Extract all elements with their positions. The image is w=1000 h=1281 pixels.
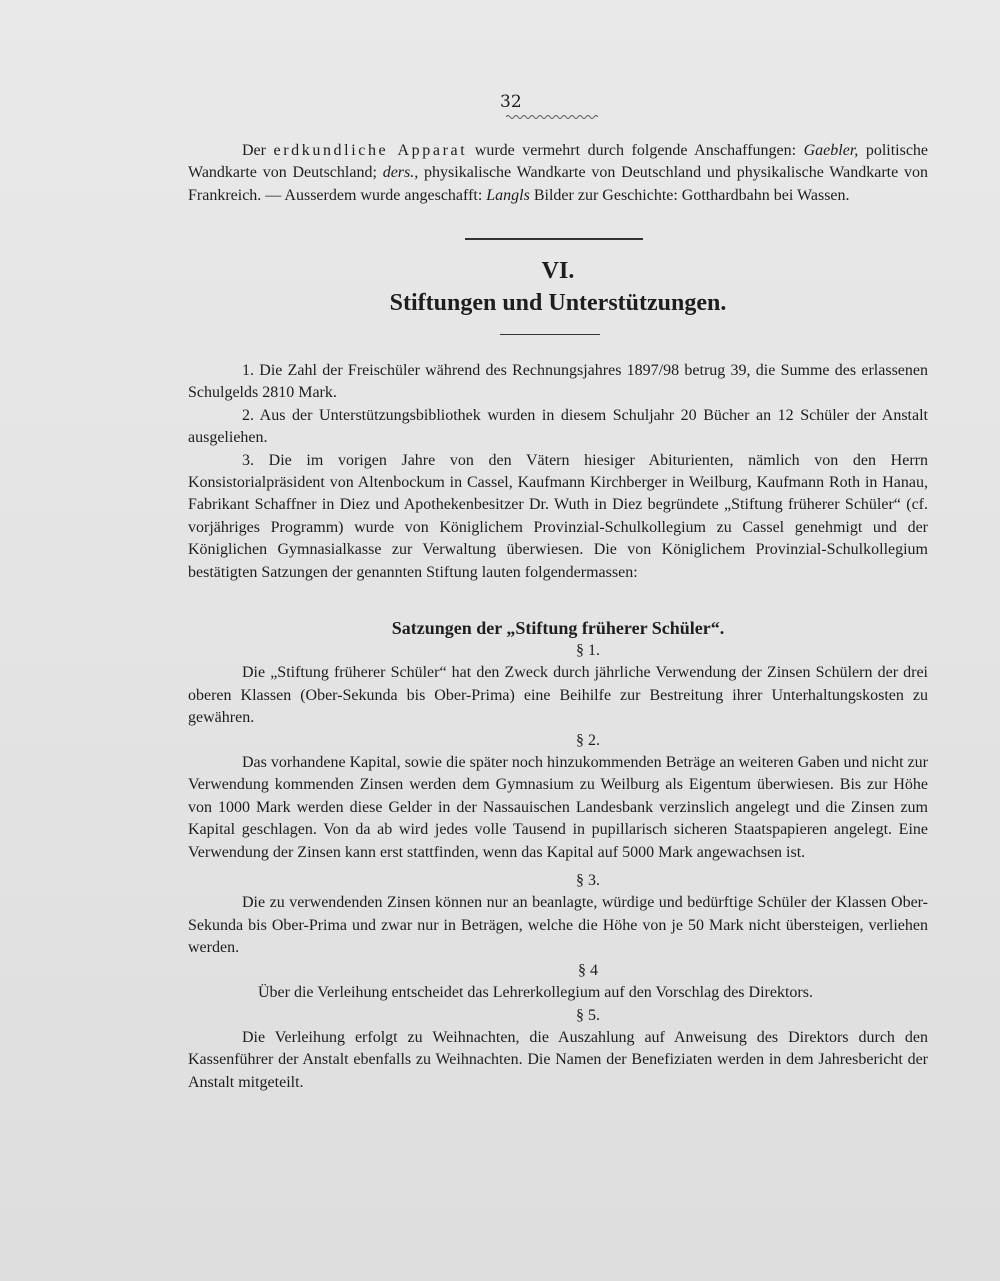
paragraph-1-text: Die „Stiftung früherer Schüler“ hat den Zweck durch jährliche Verwendung der Zinsen Schülern der drei oberen Klassen (Ober-Sekunda bis Ober-Prima) eine Beihilfe zur Bestreitung ihrer Unterhaltungskosten zu gewähren.	[188, 664, 928, 727]
page-number-ornament	[506, 114, 598, 120]
paragraph-5-text: Die Verleihung erfolgt zu Weihnachten, die Auszahlung auf Anweisung des Direktors durch den Kassenführer der Anstalt ebenfalls zu Weihnachten. Die Namen der Benefiziaten werden in dem Jahresbericht der Anstalt mitgeteilt.	[188, 1028, 928, 1091]
intro-text-5: Bilder zur Geschichte: Gotthardbahn bei Wassen.	[529, 186, 850, 204]
items-block	[188, 360, 928, 584]
item-2: 2. Aus der Unterstützungsbibliothek wurden in diesem Schuljahr 20 Bücher an 12 Schüler der Anstalt ausgeliehen.	[188, 406, 928, 447]
divider-rule	[465, 238, 643, 240]
paragraph-mark-2: § 2.	[576, 731, 600, 749]
section-title: Stiftungen und Unterstützungen.	[389, 290, 727, 316]
author-gaebler: Gaebler,	[803, 142, 859, 159]
statutes-title: Satzungen der „Stiftung früherer Schüler“.	[391, 618, 725, 638]
section-rule	[500, 334, 600, 335]
paragraph-2-text: Das vorhandene Kapital, sowie die später noch hinzukommenden Beträge an weiteren Gaben und nicht zur Verwendung kommenden Zinsen werden dem Gymnasium zu Weilburg als Eigentum überwiesen. Bis zur Höhe von 1000 Mark werden diese Gelder in der Nassauischen Landesbank verzinslich angelegt und die Zinsen zum Kapital geschlagen. Von da ab wird jedes volle Tausend in pupillarisch sicheren Staatspapieren angelegt. Eine Verwendung der Zinsen kann erst stattfinden, wenn das Kapital auf 5000 Mark angewachsen ist.	[188, 754, 928, 861]
spaced-term: erdkundliche Apparat	[273, 142, 468, 159]
page-number: 32	[500, 92, 522, 112]
paragraph-4-text: Über die Verleihung entscheidet das Lehrerkollegium auf den Vorschlag des Direktors.	[258, 984, 813, 1002]
intro-text-2: wurde vermehrt durch folgende Anschaffungen:	[467, 142, 804, 159]
paragraph-3-text: Die zu verwendenden Zinsen können nur an beanlagte, würdige und bedürftige Schüler der Klassen Ober-Sekunda bis Ober-Prima und zwar nur in Beträgen, welche die Höhe von je 50 Mark nicht übersteigen, verliehen werden.	[188, 894, 928, 957]
item-1: 1. Die Zahl der Freischüler während des Rechnungsjahres 1897/98 betrug 39, die Summe des erlassenen Schulgelds 2810 Mark.	[188, 362, 928, 402]
item-3: 3. Die im vorigen Jahre von den Vätern hiesiger Abiturienten, nämlich von den Herrn Konsistorialpräsident von Altenbockum in Cassel, Kaufmann Kirchberger in Weilburg, Kaufmann Roth in Hanau, Fabrikant Schaffner in Diez und Apothekenbesitzer Dr. Wuth in Diez begründete „Stiftung früherer Schüler“ (cf. vorjähriges Programm) wurde von Königlichem Provinzial-Schulkollegium zu Cassel genehmigt und der Königlichen Gymnasialkasse zur Verwaltung überwiesen. Die von Königlichem Provinzial-Schulkollegium bestätigten Satzungen der genannten Stiftung lauten folgendermassen:	[188, 451, 928, 581]
author-langls: Langls	[486, 186, 530, 204]
statutes-block	[188, 640, 928, 1094]
intro-text-1: Der	[242, 142, 274, 159]
paragraph-mark-3: § 3.	[576, 872, 600, 890]
intro-text-3: politische Wandkarte von Deutschland;	[188, 142, 929, 182]
paragraph-mark-5: § 5.	[576, 1006, 600, 1024]
intro-text-4: physikalische Wandkarte von Deutschland und physikalische Wandkarte von Frankreich. — Ausserdem wurde angeschafft:	[188, 164, 928, 204]
section-number: VI.	[541, 258, 575, 284]
paragraph-mark-1: § 1.	[576, 642, 600, 659]
author-ders: ders.,	[382, 164, 419, 182]
intro-paragraph	[188, 140, 928, 207]
paragraph-mark-4: § 4	[578, 961, 598, 979]
